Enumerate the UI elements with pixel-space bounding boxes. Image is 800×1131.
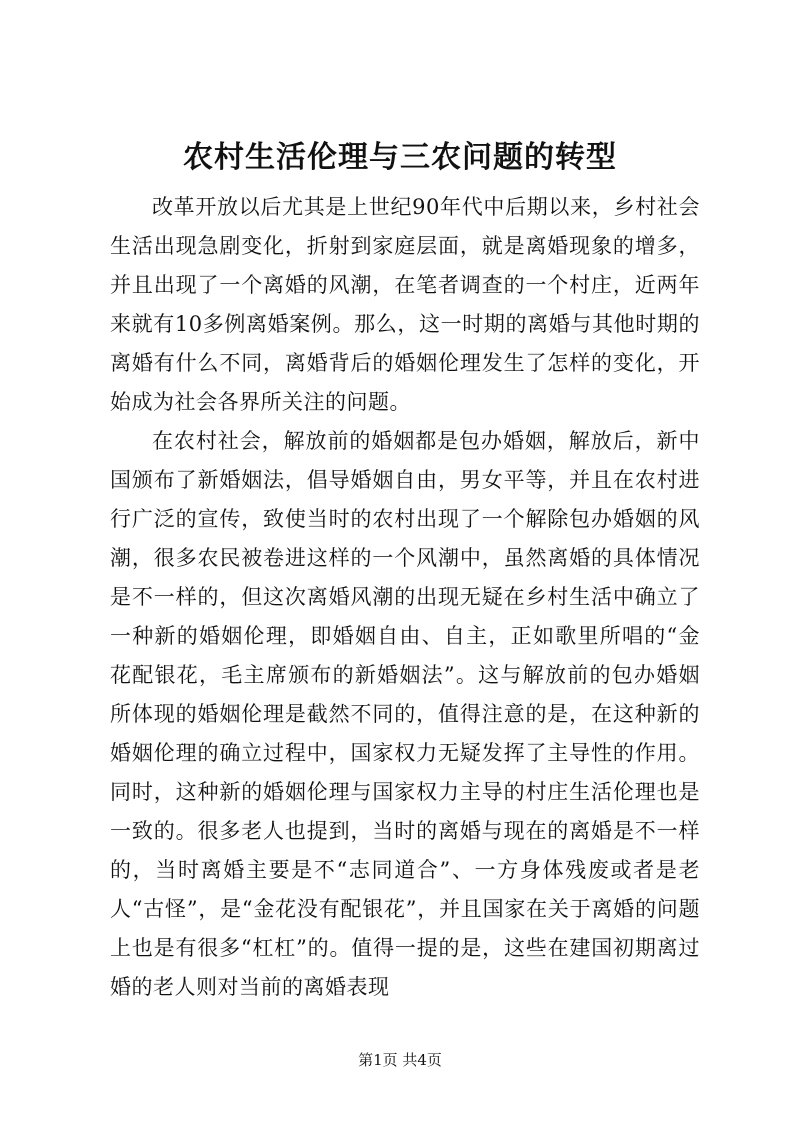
- paragraph: 在农村社会，解放前的婚姻都是包办婚姻，解放后，新中国颁布了新婚姻法，倡导婚姻自由，男女平等，并且在农村进行广泛的宣传，致使当时的农村出现了一个解除包办婚姻的风潮，很多农民被卷进这样的一个风潮中，虽然离婚的具体情况是不一样的，但这次离婚风潮的出现无疑在乡村生活中确立了一种新的婚姻伦理，即婚姻自由、自主，正如歌里所唱的“金花配银花，毛主席颁布的新婚姻法”。这与解放前的包办婚姻所体现的婚姻伦理是截然不同的，值得注意的是，在这种新的婚姻伦理的确立过程中，国家权力无疑发挥了主导性的作用。同时，这种新的婚姻伦理与国家权力主导的村庄生活伦理也是一致的。很多老人也提到，当时的离婚与现在的离婚是不一样的，当时离婚主要是不“志同道合”、一方身体残废或者是老人“古怪”，是“金花没有配银花”，并且国家在关于离婚的问题上也是有很多“杠杠”的。值得一提的是，这些在建国初期离过婚的老人则对当前的离婚表现: [110, 429, 700, 999]
- page-footer: 第1页 共4页: [358, 1051, 442, 1069]
- paragraph: 改革开放以后尤其是上世纪90年代中后期以来，乡村社会生活出现急剧变化，折射到家庭层面，就是离婚现象的增多，并且出现了一个离婚的风潮，在笔者调查的一个村庄，近两年来就有10多例离婚案例。那么，这一时期的离婚与其他时期的离婚有什么不同，离婚背后的婚姻伦理发生了怎样的变化，开始成为社会各界所关注的问题。: [110, 195, 700, 414]
- document-body: [110, 188, 700, 1007]
- page-title: 农村生活伦理与三农问题的转型: [183, 140, 617, 175]
